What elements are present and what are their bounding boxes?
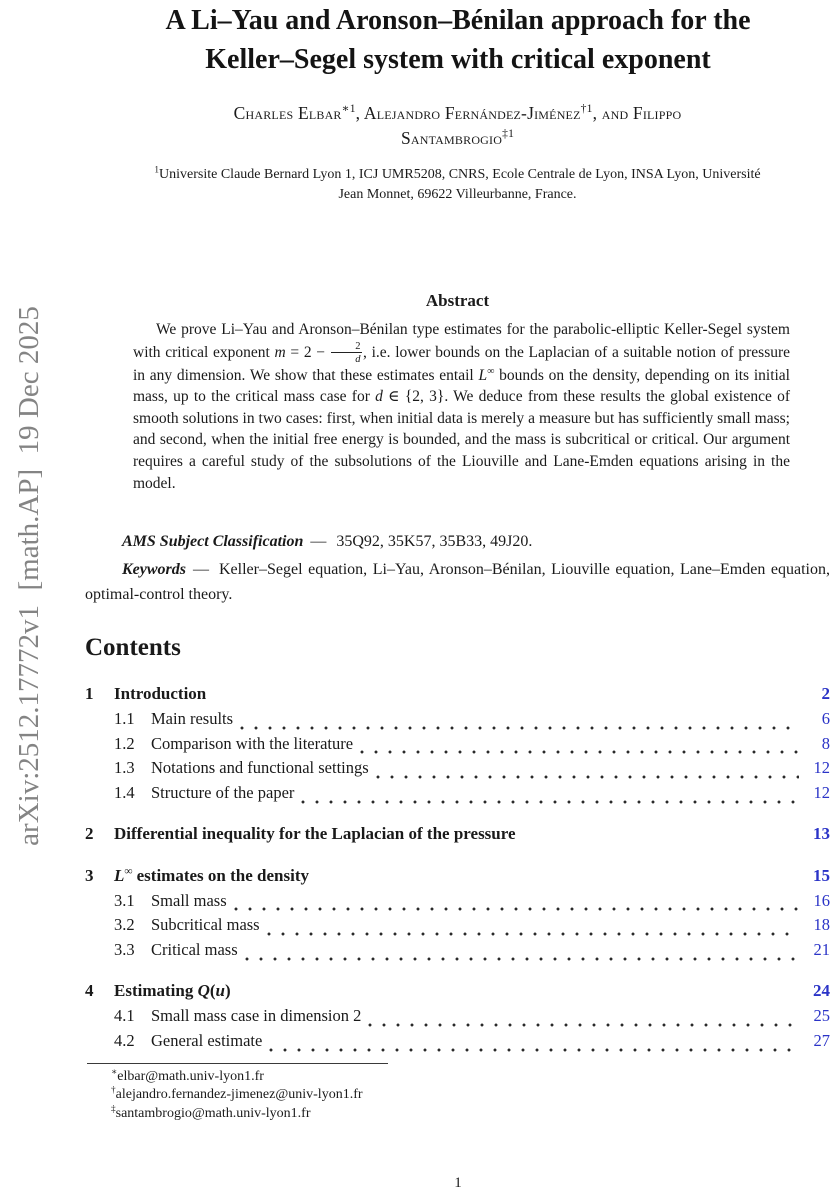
toc-subsection-number: 3.1 — [114, 890, 135, 910]
toc-section-row[interactable] — [85, 684, 830, 709]
toc-subsection-title: Subcritical mass — [151, 915, 260, 935]
arxiv-watermark: arXiv:2512.17772v1 [math.AP] 19 Dec 2025 — [13, 306, 45, 846]
toc-dot-leader — [301, 800, 799, 804]
toc-subsection-title: Small mass case in dimension 2 — [151, 1006, 362, 1026]
toc-page-number[interactable]: 27 — [813, 1031, 830, 1051]
toc-page-number[interactable]: 13 — [813, 824, 830, 844]
toc-dot-leader — [267, 932, 799, 936]
affiliation-line-2: Jean Monnet, 69622 Villeurbanne, France. — [338, 187, 577, 202]
toc-subsection-row[interactable] — [85, 758, 830, 783]
contents-heading: Contents — [85, 634, 181, 661]
toc-page-number[interactable]: 2 — [821, 684, 830, 703]
keywords-list: Keller–Segel equation, Li–Yau, Aronson–Bénilan, Liouville equation, Lane–Emden equation, optimal-control theory. — [85, 561, 830, 603]
toc-section-number: 1 — [85, 684, 94, 703]
toc-dot-leader — [368, 1023, 799, 1027]
toc-dot-leader — [234, 907, 799, 911]
affiliation-line-1: $^1$Universite Claude Bernard Lyon 1, ICJ UMR5208, CNRS, Ecole Centrale de Lyon, INSA Lyon, Université — [154, 164, 761, 182]
footnote-email-text: alejandro.fernandez-jimenez@univ-lyon1.fr — [115, 1087, 363, 1103]
toc-page-number[interactable]: 12 — [813, 758, 830, 778]
footnote-email-2 — [85, 1086, 685, 1104]
footnote-email-3 — [85, 1102, 685, 1123]
toc-section-row[interactable] — [85, 824, 830, 849]
author-line-2: Santambrogio$^{\ddagger 1}$ — [400, 128, 515, 148]
toc-subsection-title: Small mass — [151, 890, 227, 910]
toc-subsection-row[interactable] — [85, 915, 830, 940]
paper-title-line-1: A Li–Yau and Aronson–Bénilan approach for the — [165, 5, 751, 36]
toc-section-title: Estimating Q(u) — [114, 981, 231, 1001]
footnote-email-text: santambrogio@math.univ-lyon1.fr — [115, 1105, 311, 1121]
ams-codes: 35Q92, 35K57, 35B33, 49J20. — [336, 533, 533, 550]
toc-subsection-title: Main results — [151, 708, 234, 728]
toc-page-number[interactable]: 21 — [813, 940, 830, 960]
author-line-1: Charles Elbar$^{∗1}$, Alejandro Fernández-Jiménez$^{\dagger 1}$, and Filippo — [233, 103, 682, 123]
toc-subsection-row[interactable] — [85, 783, 830, 808]
toc-subsection-number: 1.4 — [114, 783, 135, 803]
toc-page-number[interactable]: 6 — [821, 708, 830, 728]
toc-page-number[interactable]: 24 — [813, 981, 830, 1001]
toc-page-number[interactable]: 25 — [813, 1006, 830, 1026]
toc-subsection-title: Structure of the paper — [151, 783, 295, 803]
author-list — [85, 101, 830, 151]
toc-page-number[interactable]: 18 — [813, 915, 830, 935]
toc-dot-leader — [376, 775, 799, 779]
toc-dot-leader — [245, 957, 799, 961]
footnotes — [85, 1068, 685, 1123]
toc-page-number[interactable]: 16 — [813, 890, 830, 910]
toc-page-number[interactable]: 8 — [821, 733, 830, 753]
keywords-label: Keywords — [122, 561, 186, 578]
toc-section-title: Introduction — [114, 684, 207, 703]
toc-subsection-row[interactable] — [85, 940, 830, 965]
toc-subsection-title: Critical mass — [151, 940, 238, 960]
toc-dot-leader — [269, 1048, 799, 1052]
footnote-mark-double-dagger: ‡ — [111, 1102, 116, 1113]
footnote-email-1 — [85, 1068, 685, 1086]
toc-subsection-row[interactable] — [85, 734, 830, 759]
footnote-mark-dagger: † — [111, 1084, 116, 1095]
toc-subsection-title: General estimate — [151, 1031, 263, 1051]
paper-content — [85, 0, 830, 1200]
paper-title-line-2: Keller–Segel system with critical exponent — [205, 44, 711, 75]
abstract-heading: Abstract — [425, 291, 490, 310]
ams-label: AMS Subject Classification — [122, 533, 304, 550]
toc-dot-leader — [360, 750, 799, 754]
toc-subsection-number: 3.2 — [114, 915, 135, 935]
keywords-line — [85, 558, 830, 607]
footnote-rule — [87, 1063, 388, 1064]
toc-subsection-number: 4.2 — [114, 1031, 135, 1051]
page-number: 1 — [454, 1175, 462, 1191]
toc-section-row[interactable] — [85, 866, 830, 891]
toc-subsection-title: Comparison with the literature — [151, 733, 354, 753]
toc-section-number: 4 — [85, 981, 94, 1001]
toc-subsection-number: 4.1 — [114, 1006, 135, 1026]
toc-subsection-title: Notations and functional settings — [151, 758, 369, 778]
toc-page-number[interactable]: 12 — [813, 783, 830, 803]
toc-subsection-row[interactable] — [85, 891, 830, 916]
abstract-text: We prove Li–Yau and Aronson–Bénilan type estimates for the parabolic-elliptic Keller-Segel system with critical exponent m = 2 − $\frac{2}{d}$ , i.e. lower bounds on the Laplacian of a suitable notion of pressure in any dimension. We show that these estimates entail L∞ bounds on the density, depending on its initial mass, up to the critical mass case for d ∈ {2, 3}. We deduce from these results the global existence of smooth solutions in two cases: first, when initial data is merely a measure but has sufficiently small mass; and second, when the initial free energy is bounded, and the mass is subcritical or critical. Our argument requires a careful study of the subsolutions of the Liouville and Lane-Emden equations arising in the model. — [133, 321, 791, 492]
paper-title — [75, 1, 833, 79]
toc-subsection-number: 3.3 — [114, 940, 135, 960]
table-of-contents — [85, 684, 830, 1056]
footnote-email-text: elbar@math.univ-lyon1.fr — [117, 1069, 264, 1084]
toc-section-number: 2 — [85, 824, 94, 844]
toc-dot-leader — [240, 726, 799, 730]
toc-section-title: L∞ estimates on the density — [114, 865, 309, 885]
toc-subsection-number: 1.1 — [114, 708, 135, 728]
toc-section-title: Differential inequality for the Laplacian of the pressure — [114, 824, 516, 844]
footnote-mark-asterisk: ∗ — [111, 1066, 118, 1077]
affiliation — [85, 165, 830, 205]
toc-subsection-row[interactable] — [85, 1006, 830, 1031]
toc-section-number: 3 — [85, 865, 94, 885]
keywords-dash: — — [193, 561, 209, 578]
toc-subsection-row[interactable] — [85, 709, 830, 734]
toc-subsection-number: 1.2 — [114, 733, 135, 753]
toc-subsection-number: 1.3 — [114, 758, 135, 778]
inline-fraction: $\frac{2}{d}$ — [331, 341, 362, 365]
toc-section-row[interactable] — [85, 981, 830, 1006]
toc-page-number[interactable]: 15 — [813, 865, 830, 885]
ams-classification-line — [85, 533, 830, 551]
ams-dash: — — [310, 533, 327, 550]
toc-subsection-row[interactable] — [85, 1031, 830, 1056]
